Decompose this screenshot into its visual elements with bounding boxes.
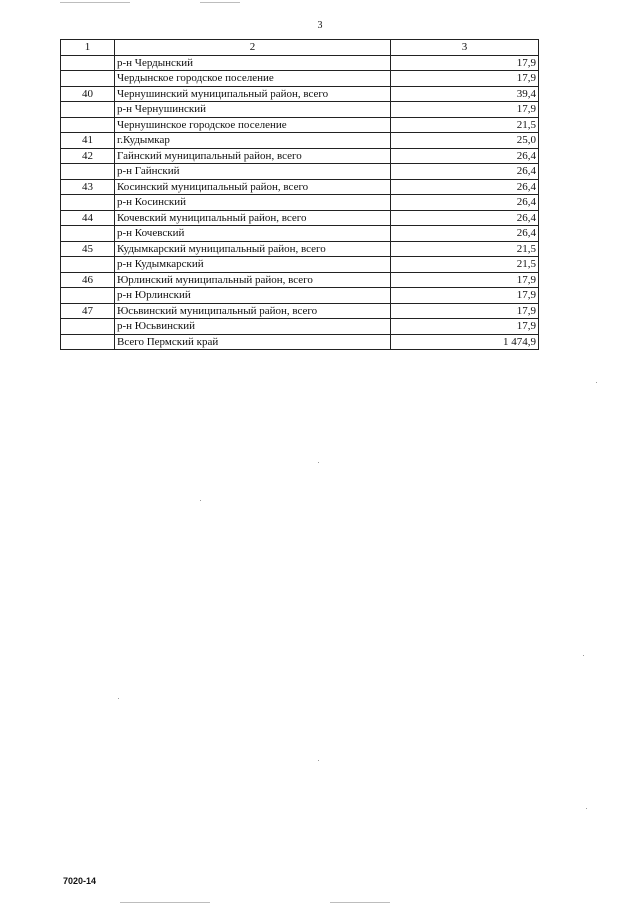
row-number-cell: 45 <box>61 241 115 257</box>
value-cell: 26,4 <box>391 226 539 242</box>
row-number-cell: 43 <box>61 179 115 195</box>
value-cell: 26,4 <box>391 164 539 180</box>
territory-name-cell: р-н Чернушинский <box>115 102 391 118</box>
territory-name-cell: р-н Гайнский <box>115 164 391 180</box>
table-row <box>61 71 539 87</box>
row-number-cell <box>61 226 115 242</box>
table-row <box>61 210 539 226</box>
row-number-cell <box>61 117 115 133</box>
row-number-cell: 40 <box>61 86 115 102</box>
header-col-3: 3 <box>391 40 539 56</box>
row-number-cell <box>61 55 115 71</box>
table-row <box>61 319 539 335</box>
table-row <box>61 257 539 273</box>
value-cell: 26,4 <box>391 179 539 195</box>
territory-name-cell: Юрлинский муниципальный район, всего <box>115 272 391 288</box>
value-cell: 26,4 <box>391 210 539 226</box>
data-table <box>60 39 539 350</box>
territory-name-cell: р-н Юрлинский <box>115 288 391 304</box>
scan-speck <box>586 808 587 809</box>
table-row <box>61 55 539 71</box>
value-cell: 26,4 <box>391 148 539 164</box>
row-number-cell: 42 <box>61 148 115 164</box>
territory-name-cell: р-н Косинский <box>115 195 391 211</box>
scan-speck <box>596 382 597 383</box>
table-row <box>61 86 539 102</box>
scan-speck <box>318 760 319 761</box>
table-header <box>61 40 539 56</box>
value-cell: 17,9 <box>391 288 539 304</box>
value-cell: 17,9 <box>391 102 539 118</box>
territory-name-cell: Кочевский муниципальный район, всего <box>115 210 391 226</box>
table-body <box>61 55 539 350</box>
table-row <box>61 102 539 118</box>
value-cell: 21,5 <box>391 117 539 133</box>
header-col-2: 2 <box>115 40 391 56</box>
document-code: 7020-14 <box>63 876 97 886</box>
scan-artifact-bottom <box>330 902 390 903</box>
scan-artifact-top <box>60 2 130 3</box>
table-row <box>61 272 539 288</box>
scan-speck <box>200 500 201 501</box>
territory-name-cell: Кудымкарский муниципальный район, всего <box>115 241 391 257</box>
value-cell: 17,9 <box>391 55 539 71</box>
page-number: 3 <box>317 20 323 31</box>
row-number-cell <box>61 71 115 87</box>
value-cell: 17,9 <box>391 71 539 87</box>
territory-name-cell: г.Кудымкар <box>115 133 391 149</box>
territory-name-cell: Чернушинский муниципальный район, всего <box>115 86 391 102</box>
territory-name-cell: р-н Кочевский <box>115 226 391 242</box>
row-number-cell: 47 <box>61 303 115 319</box>
table-row <box>61 195 539 211</box>
table-row <box>61 288 539 304</box>
scan-speck <box>118 698 119 699</box>
row-number-cell <box>61 334 115 350</box>
territory-name-cell: Всего Пермский край <box>115 334 391 350</box>
table-row <box>61 241 539 257</box>
row-number-cell <box>61 257 115 273</box>
table-row <box>61 334 539 350</box>
territory-name-cell: Чердынское городское поселение <box>115 71 391 87</box>
value-cell: 17,9 <box>391 272 539 288</box>
row-number-cell <box>61 164 115 180</box>
table-row <box>61 117 539 133</box>
header-col-1: 1 <box>61 40 115 56</box>
territory-name-cell: р-н Кудымкарский <box>115 257 391 273</box>
row-number-cell <box>61 319 115 335</box>
value-cell: 21,5 <box>391 241 539 257</box>
value-cell: 21,5 <box>391 257 539 273</box>
scan-speck <box>583 655 584 656</box>
territory-name-cell: р-н Юсьвинский <box>115 319 391 335</box>
territory-name-cell: Гайнский муниципальный район, всего <box>115 148 391 164</box>
header-row <box>61 40 539 56</box>
table-row <box>61 133 539 149</box>
territory-name-cell: Косинский муниципальный район, всего <box>115 179 391 195</box>
row-number-cell <box>61 288 115 304</box>
value-cell: 1 474,9 <box>391 334 539 350</box>
row-number-cell: 46 <box>61 272 115 288</box>
scan-speck <box>318 462 319 463</box>
table-row <box>61 148 539 164</box>
row-number-cell: 41 <box>61 133 115 149</box>
row-number-cell <box>61 102 115 118</box>
territory-name-cell: Чернушинское городское поселение <box>115 117 391 133</box>
scan-artifact-bottom <box>120 902 210 903</box>
table-row <box>61 303 539 319</box>
value-cell: 26,4 <box>391 195 539 211</box>
value-cell: 39,4 <box>391 86 539 102</box>
territory-name-cell: р-н Чердынский <box>115 55 391 71</box>
table-row <box>61 179 539 195</box>
table-row <box>61 164 539 180</box>
value-cell: 17,9 <box>391 319 539 335</box>
row-number-cell <box>61 195 115 211</box>
table-row <box>61 226 539 242</box>
value-cell: 17,9 <box>391 303 539 319</box>
row-number-cell: 44 <box>61 210 115 226</box>
value-cell: 25,0 <box>391 133 539 149</box>
territory-name-cell: Юсьвинский муниципальный район, всего <box>115 303 391 319</box>
scan-artifact-top <box>200 2 240 3</box>
